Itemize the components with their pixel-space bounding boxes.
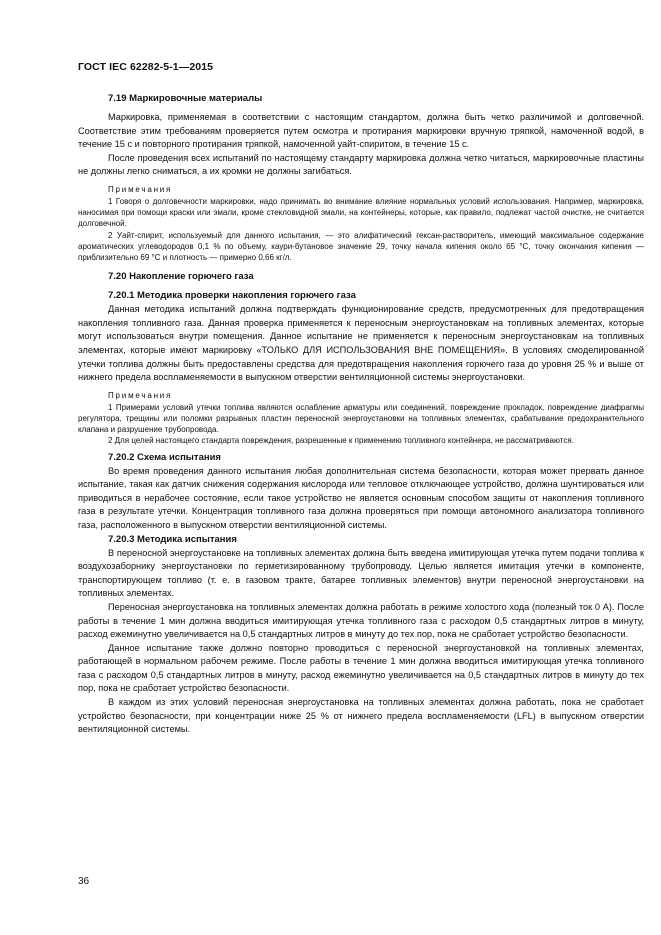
note: 2 Уайт-спирит, используемый для данного испытания, — это алифатический гексан-растворитель, имеющий максимальное содержание ароматических углеводородов 0,1 % по объему, каури-бутановое значение 29, точку начала кипения около 65 °С, точку окончания кипения — приблизительно 69 °С и плотность — примерно 0,66 кг/л. (78, 230, 644, 262)
section-heading-7-20: 7.20 Накопление горючего газа (108, 271, 254, 283)
paragraph: В каждом из этих условий переносная энергоустановка на топливных элементах должна работать, пока не сработает устройство безопасности, при концентрации ниже 25 % от нижнего предела воспламеняемости (LFL) в выпускном отверстии вентиляционной системы. (78, 697, 644, 735)
paragraph: Маркировка, применяемая в соответствии с настоящим стандартом, должна быть четко различимой и долговечной. Соответствие этим требованиям проверяется путем осмотра и протирания маркировки вручную тряпкой, намоченной водой, в течение 15 с и повторного протирания тряпкой, намоченной уайт-спиритом, в течение 15 с. (78, 112, 644, 150)
paragraph: Данное испытание также должно повторно проводиться с переносной энергоустановкой на топливных элементах, работающей в нормальном рабочем режиме. После работы в течение 1 мин должна вводиться имитирующая утечка топливного газа с расходом 0,5 стандартных литров в минуту, расход ежеминутно увеличивается на 0,5 стандартных литров в минуту до тех пор, пока не сработает устройство безопасности. (78, 642, 644, 694)
note: 1 Говоря о долговечности маркировки, надо принимать во внимание влияние нормальных условий использования. Например, маркировка, наносимая при помощи краски или эмали, кроме стекловидной эмали, на контейнеры, которые, как правило, подлежат частой очистке, не считается долговечной. (78, 196, 644, 229)
note: 1 Примерами условий утечки топлива являются ослабление арматуры или соединений, повреждение прокладок, повреждение диафрагмы регулятора, трещины или поломки разрывных пластин переносной энергоустановки на топливных элементах, срабатывание предохранительного клапана и разрушение трубопровода. (78, 402, 644, 435)
document-body (78, 92, 644, 737)
note: 2 Для целей настоящего стандарта повреждения, разрешенные к применению топливного контейнера, не рассматриваются. (108, 436, 574, 446)
paragraph: Во время проведения данного испытания любая дополнительная система безопасности, которая может прервать данное испытание, такая как датчик снижения содержания кислорода или тепловое отключающее устройство, должна шунтироваться или приводиться в нерабочее состояние, если такое устройство не является основным способом защиты от накопления топливного газа в результате утечки. Концентрация топливного газа должна проверяться при помощи автономного анализатора топливного газа, расположенного в выпускном отверстии вентиляционной системы. (78, 465, 644, 530)
page-number: 36 (78, 876, 90, 887)
document-header: ГОСТ IEC 62282-5-1—2015 (78, 61, 214, 73)
section-heading-7-19: 7.19 Маркировочные материалы (108, 93, 263, 104)
notes-label: Примечания (108, 390, 173, 400)
subsection-heading-7-20-3: 7.20.3 Методика испытания (108, 533, 237, 545)
subsection-heading-7-20-1: 7.20.1 Методика проверки накопления горючего газа (108, 290, 356, 302)
subsection-heading-7-20-2: 7.20.2 Схема испытания (108, 451, 221, 463)
paragraph: В переносной энергоустановке на топливных элементах должна быть введена имитирующая утечка путем подачи топлива к воздухозаборнику энергоустановки по герметизированному трубопроводу. Целью является имитация утечки в компоненте, транспортирующем топливо (т. е. в газовом тракте, батарее топливных элементов) внутри переносной энергоустановки на топливных элементах. (78, 547, 644, 599)
notes-label: Примечания (108, 184, 173, 194)
paragraph: Переносная энергоустановка на топливных элементах должна работать в режиме холостого хода (полезный ток 0 А). После работы в течение 1 мин должна вводиться имитирующая утечка топливного газа с расходом 0,5 стандартных литров в минуту, расход ежеминутно увеличивается на 0,5 стандартных литров в минуту до тех пор, пока не сработает устройство безопасности. (78, 601, 644, 640)
paragraph: После проведения всех испытаний по настоящему стандарту маркировка должна четко читаться, маркировочные пластины не должны легко сниматься, а их кромки не должны загибаться. (78, 152, 644, 177)
paragraph: Данная методика испытаний должна подтверждать функционирование средств, предусмотренных для предотвращения накопления топливного газа. Данная проверка применяется к переносным энергоустановкам на топливных элементах, которые могут использоваться внутри помещения. Данное испытание не применяется к переносным энергоустановкам на топливных элементах, которые имеют маркировку «ТОЛЬКО ДЛЯ ИСПОЛЬЗОВАНИЯ ВНЕ ПОМЕЩЕНИЯ». В условиях смоделированной утечки топлива должны быть предоставлены средства для предотвращения накопления горючего газа до уровня 25 % и выше от нижнего предела воспламеняемости в выпускном отверстии вентиляционной системы энергоустановки. (78, 304, 644, 383)
